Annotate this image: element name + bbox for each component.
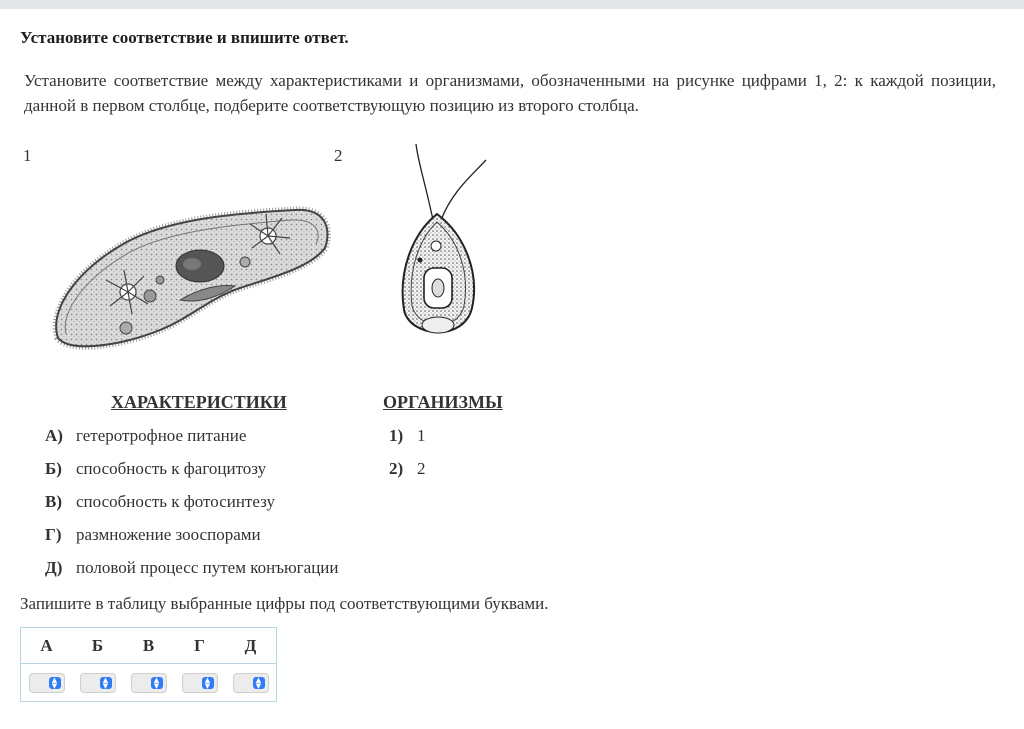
select-arrows-icon: ▲ ▼ — [49, 677, 61, 689]
organism-text: 1 — [417, 426, 426, 445]
select-arrows-icon: ▲ ▼ — [151, 677, 163, 689]
answer-header-b: Б — [72, 628, 123, 664]
answer-header-d: Д — [225, 628, 277, 664]
organism-number: 2) — [389, 459, 404, 478]
answer-header-g: Г — [174, 628, 225, 664]
answer-select-a[interactable] — [29, 673, 65, 693]
answer-header-v: В — [123, 628, 174, 664]
select-arrows-icon: ▲ ▼ — [202, 677, 214, 689]
answer-select-g[interactable] — [182, 673, 218, 693]
figure-label-1: 1 — [23, 146, 32, 165]
top-bar — [0, 0, 1024, 9]
answer-header-a: А — [21, 628, 73, 664]
answer-select-d[interactable] — [233, 673, 269, 693]
figure-label-2: 2 — [334, 146, 343, 165]
characteristic-text: способность к фотосинтезу — [76, 492, 275, 511]
characteristic-text: половой процесс путем конъюгации — [76, 558, 339, 577]
characteristic-text: способность к фагоцитозу — [76, 459, 267, 478]
characteristic-letter: Г) — [45, 525, 62, 544]
characteristic-letter: Б) — [45, 459, 62, 478]
instruction-text: Запишите в таблицу выбранные цифры под соответствующими буквами. — [20, 594, 549, 613]
characteristic-letter: В) — [45, 492, 62, 511]
select-arrows-icon: ▲ ▼ — [253, 677, 265, 689]
answer-select-b[interactable] — [80, 673, 116, 693]
paramecium-icon — [40, 188, 336, 354]
organisms-header: ОРГАНИЗМЫ — [383, 392, 503, 412]
select-arrows-icon: ▲ ▼ — [100, 677, 112, 689]
characteristic-text: гетеротрофное питание — [76, 426, 247, 445]
task-text: Установите соответствие между характеристиками и организмами, обозначенными на рисунке цифрами 1, 2: к каждой позиции, данной в первом столбце, подберите соответствующую позицию из второго столбца. — [24, 71, 996, 115]
characteristic-letter: Д) — [45, 558, 63, 577]
chlamydomonas-icon — [392, 142, 492, 348]
answer-table — [20, 627, 277, 702]
characteristic-text: размножение зооспорами — [76, 525, 261, 544]
answer-select-v[interactable] — [131, 673, 167, 693]
organism-number: 1) — [389, 426, 404, 445]
characteristic-letter: А) — [45, 426, 63, 445]
task-title: Установите соответствие и впишите ответ. — [20, 28, 349, 47]
organism-text: 2 — [417, 459, 426, 478]
characteristics-header: ХАРАКТЕРИСТИКИ — [111, 392, 287, 412]
